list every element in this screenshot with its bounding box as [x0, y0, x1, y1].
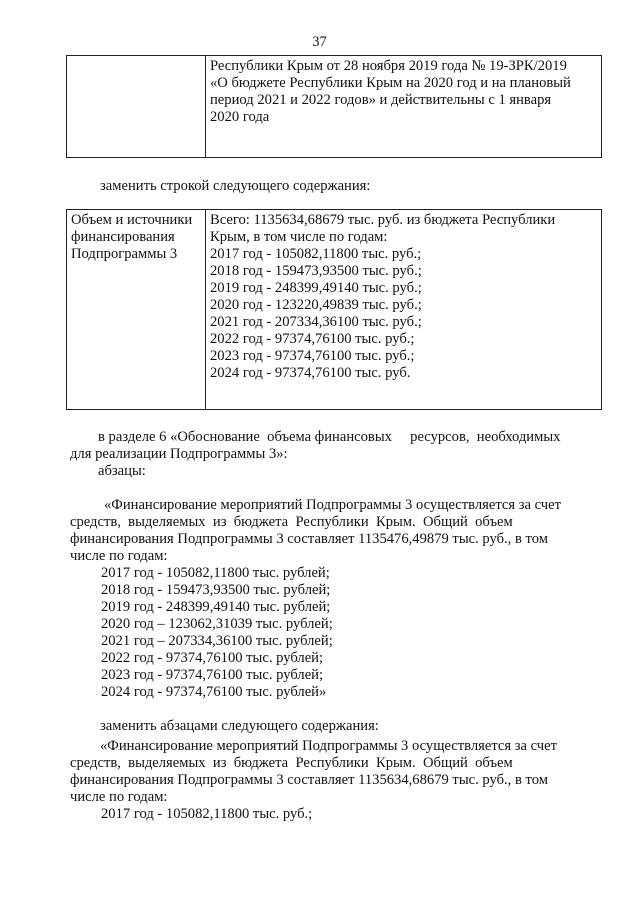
list-item: 2022 год - 97374,76100 тыс. рублей; [101, 650, 324, 666]
text-line: период 2021 и 2022 годов» и действительны с 1 января [210, 92, 552, 108]
text-line: числе по годам: [70, 548, 168, 564]
text-line: 2020 год - 123220,49839 тыс. руб.; [210, 297, 422, 313]
text-line: 2021 год - 207334,36100 тыс. руб.; [210, 314, 422, 330]
table-cell-left [67, 210, 206, 410]
list-item: 2019 год - 248399,49140 тыс. рублей; [101, 599, 331, 615]
text-line: числе по годам: [70, 789, 168, 805]
text-line: Республики Крым от 28 ноября 2019 года № 19-ЗРК/2019 [210, 58, 567, 74]
text-line: «Финансирование мероприятий Подпрограммы 3 осуществляется за счет [104, 497, 562, 513]
text-line: 2022 год - 97374,76100 тыс. руб.; [210, 331, 415, 347]
table-row [67, 56, 602, 158]
text-line: средств, выделяемых из бюджета Республики Крым. Общий объем [70, 755, 513, 771]
table-previous-text [66, 55, 602, 158]
page-number: 37 [312, 34, 327, 50]
list-item: 2024 год - 97374,76100 тыс. рублей» [101, 684, 327, 700]
text-line: 2020 года [210, 109, 270, 125]
list-item: 2021 год – 207334,36100 тыс. рублей; [101, 633, 333, 649]
text-line: финансирования [71, 229, 175, 245]
new-paragraph [70, 738, 600, 806]
replace-row-instruction: заменить строкой следующего содержания: [100, 178, 371, 194]
list-item: 2017 год - 105082,11800 тыс. руб.; [101, 806, 313, 822]
text-line: Всего: 1135634,68679 тыс. руб. из бюджета Республики [210, 212, 556, 228]
text-line: «Финансирование мероприятий Подпрограммы 3 осуществляется за счет [100, 738, 558, 754]
replace-paragraphs-instruction: заменить абзацами следующего содержания: [100, 718, 379, 734]
text-line: Объем и источники [71, 212, 193, 228]
text-line: средств, выделяемых из бюджета Республики Крым. Общий объем [70, 514, 513, 530]
table-cell-right [206, 210, 602, 410]
text-line: 2019 год - 248399,49140 тыс. руб.; [210, 280, 422, 296]
old-paragraph [70, 497, 600, 565]
text-line: для реализации Подпрограммы 3»: [70, 446, 288, 462]
list-item: 2018 год - 159473,93500 тыс. рублей; [101, 582, 331, 598]
text-line: Крым, в том числе по годам: [210, 229, 388, 245]
list-item: 2017 год - 105082,11800 тыс. рублей; [101, 565, 330, 581]
table-row [67, 210, 602, 410]
text-line: 2024 год - 97374,76100 тыс. руб. [210, 365, 411, 381]
table-new-row [66, 209, 602, 410]
text-line: в разделе 6 «Обоснование объема финансовых ресурсов, необходимых [98, 429, 561, 445]
text-line: абзацы: [98, 463, 146, 479]
table-cell-left [67, 56, 206, 158]
text-line: 2018 год - 159473,93500 тыс. руб.; [210, 263, 422, 279]
table-cell-right [206, 56, 602, 158]
list-item: 2023 год - 97374,76100 тыс. рублей; [101, 667, 324, 683]
text-line: финансирования Подпрограммы 3 составляет 1135634,68679 тыс. руб., в том [70, 772, 548, 788]
section6-instruction [70, 429, 600, 480]
old-years-list [101, 565, 333, 701]
text-line: «О бюджете Республики Крым на 2020 год и на плановый [210, 75, 571, 91]
list-item: 2020 год – 123062,31039 тыс. рублей; [101, 616, 333, 632]
new-years-list [101, 806, 312, 823]
text-line: Подпрограммы 3 [71, 246, 178, 262]
text-line: 2017 год - 105082,11800 тыс. руб.; [210, 246, 422, 262]
text-line: финансирования Подпрограммы 3 составляет 1135476,49879 тыс. руб., в том [70, 531, 548, 547]
text-line: 2023 год - 97374,76100 тыс. руб.; [210, 348, 415, 364]
